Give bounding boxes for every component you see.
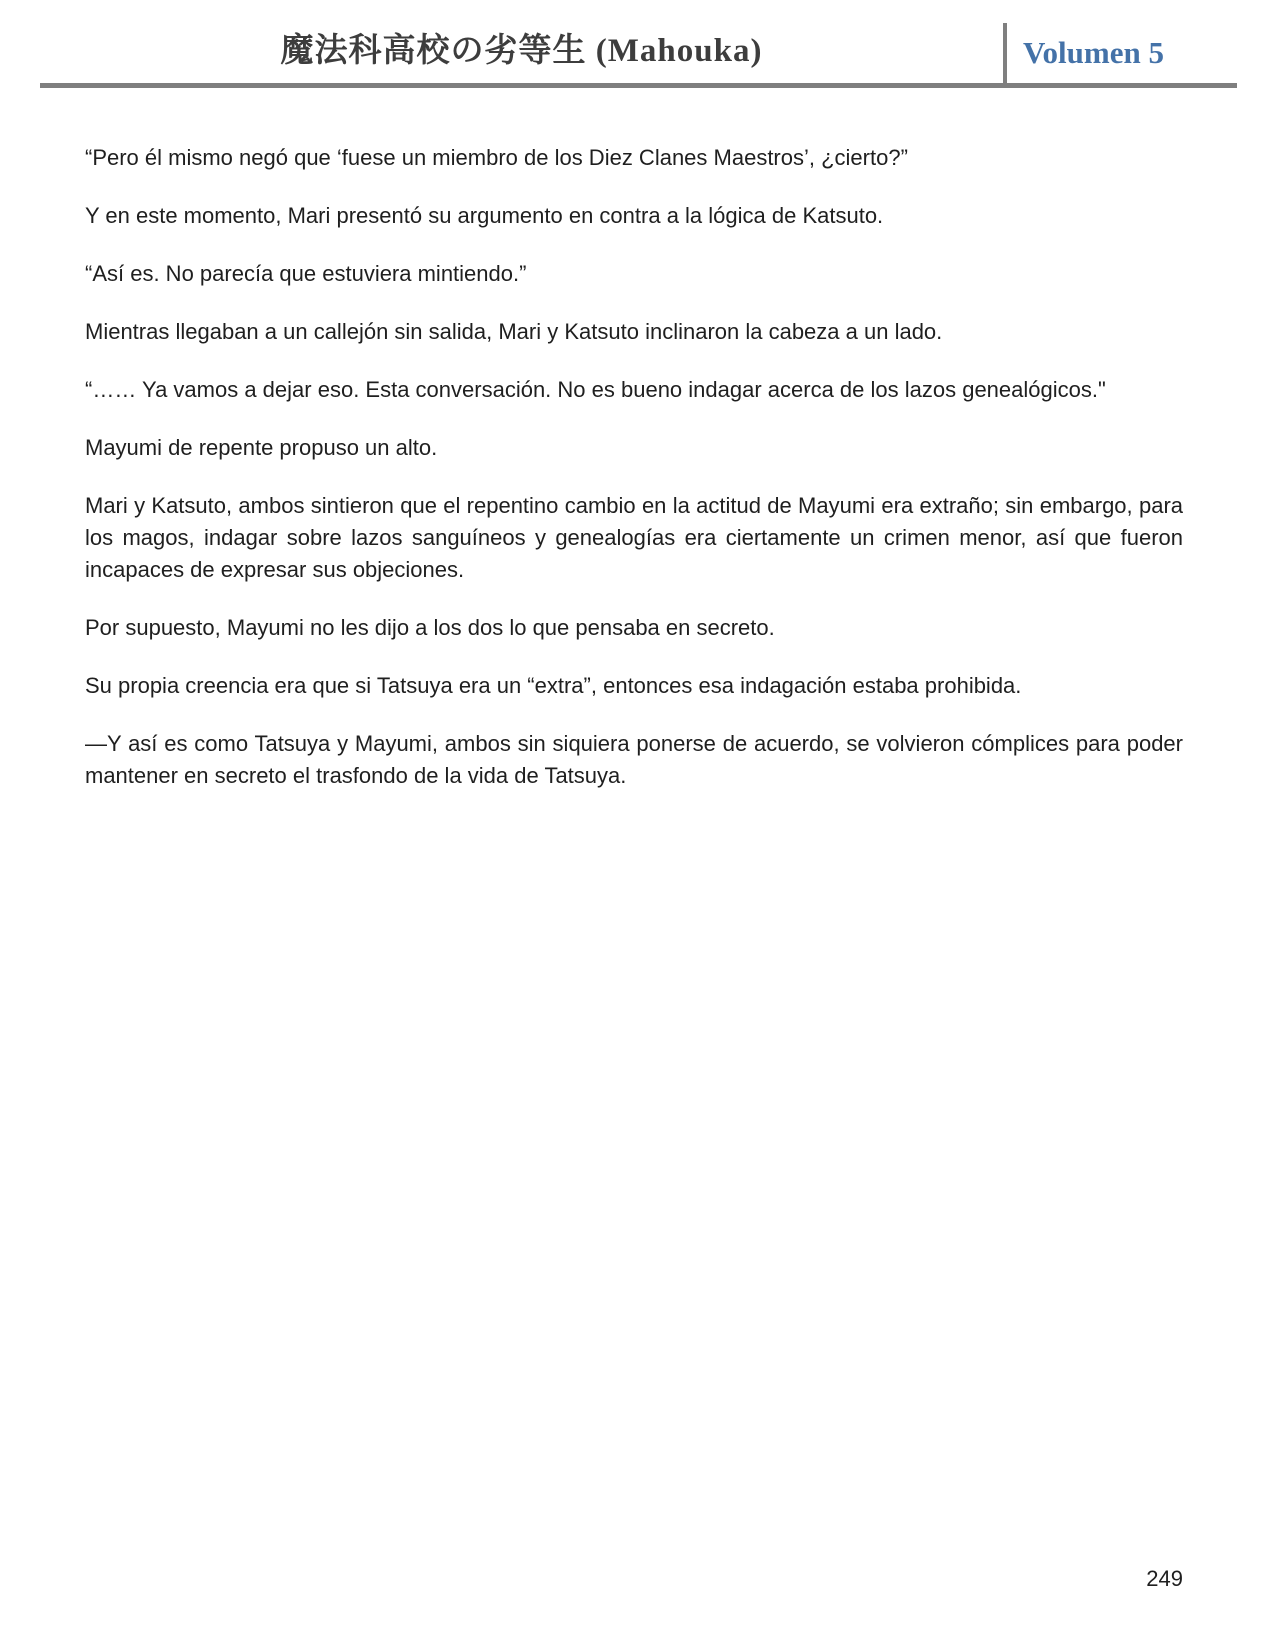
body-paragraph: Mayumi de repente propuso un alto. [85, 435, 438, 460]
body-paragraph: “…… Ya vamos a dejar eso. Esta conversación. No es bueno indagar acerca de los lazos genealógicos." [85, 377, 1106, 402]
body-paragraph: “Pero él mismo negó que ‘fuese un miembro de los Diez Clanes Maestros’, ¿cierto?” [85, 145, 908, 170]
page-header [40, 0, 1237, 88]
body-text [85, 88, 1183, 792]
body-paragraph: “Así es. No parecía que estuviera mintiendo.” [85, 261, 527, 286]
body-paragraph: Por supuesto, Mayumi no les dijo a los dos lo que pensaba en secreto. [85, 615, 775, 640]
header-title-cell [40, 24, 1003, 83]
volume-divider [1003, 23, 1237, 83]
body-paragraph: Su propia creencia era que si Tatsuya era un “extra”, entonces esa indagación estaba prohibida. [85, 673, 1022, 698]
body-paragraph: Mientras llegaban a un callejón sin salida, Mari y Katsuto inclinaron la cabeza a un lado. [85, 319, 943, 344]
body-paragraph: Mari y Katsuto, ambos sintieron que el repentino cambio en la actitud de Mayumi era extraño; sin embargo, para los magos, indagar sobre lazos sanguíneos y genealogías era ciertamente un crimen menor, así que fueron incapaces de expresar sus objeciones. [85, 493, 1183, 582]
body-paragraph: Y en este momento, Mari presentó su argumento en contra a la lógica de Katsuto. [85, 203, 884, 228]
page-number: 249 [1146, 1566, 1183, 1591]
volume-label: Volumen 5 [1023, 35, 1164, 70]
body-paragraph: —Y así es como Tatsuya y Mayumi, ambos sin siquiera ponerse de acuerdo, se volvieron cómplices para poder mantener en secreto el trasfondo de la vida de Tatsuya. [85, 731, 1183, 788]
document-title: 魔法科高校の劣等生 (Mahouka) [280, 33, 763, 69]
